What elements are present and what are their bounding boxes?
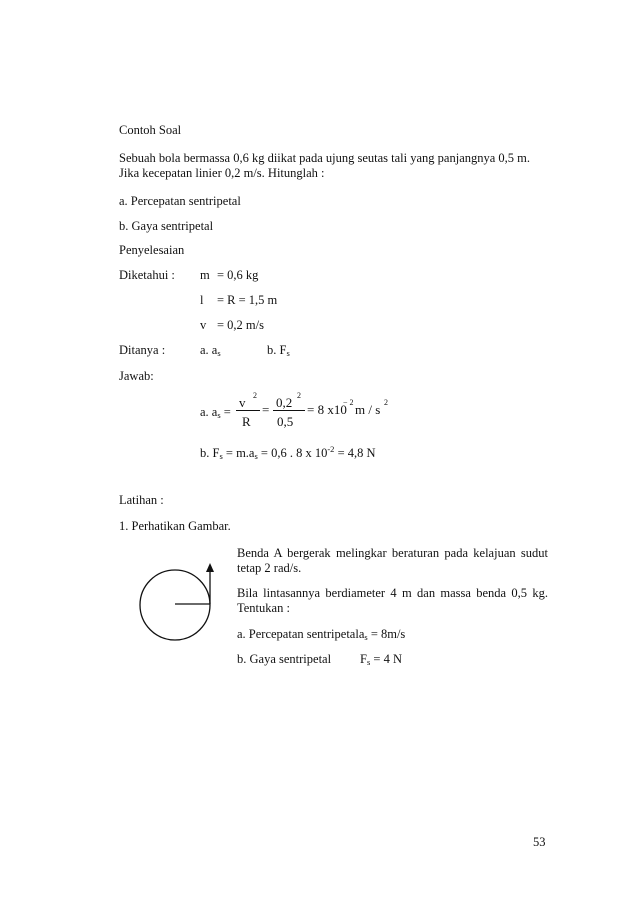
asked-a: a. $a_s$ — [200, 343, 221, 358]
question-a: a. Percepatan sentripetal — [119, 194, 241, 208]
known-v-symbol: v — [200, 318, 207, 332]
known-m-symbol: m — [200, 268, 210, 282]
solution-heading: Penyelesaian — [119, 243, 185, 257]
fraction2-numerator: 0,2 — [276, 395, 293, 410]
result-a-exponent: − 2 — [343, 398, 354, 407]
known-l-value: = R = 1,5 m — [217, 293, 278, 307]
exercise-answer-a: a. Percepatan sentripetala$_s$ = 8m/s — [237, 627, 406, 642]
exercise-answer-b-label: b. Gaya sentripetal — [237, 652, 332, 666]
equals-sign: = — [262, 402, 270, 417]
fraction1-exponent: 2 — [253, 391, 257, 400]
fraction2-exponent: 2 — [297, 391, 301, 400]
known-v-value: = 0,2 m/s — [217, 318, 264, 332]
page-number: 53 — [533, 835, 546, 849]
exercise-heading: Latihan : — [119, 493, 164, 507]
result-a: = 8 x10 — [307, 402, 347, 417]
problem-text-line1: Sebuah bola bermassa 0,6 kg diikat pada ujung seutas tali yang panjangnya 0,5 m. — [119, 151, 531, 165]
asked-label: Ditanya : — [119, 343, 166, 357]
exercise-description-1: Benda A bergerak melingkar beraturan pada kelajuan sudut tetap 2 rad/s. — [237, 546, 548, 575]
fraction1-numerator: v — [239, 395, 246, 410]
example-heading: Contoh Soal — [119, 123, 182, 137]
fraction2-bar — [273, 410, 305, 411]
exercise-answer-b-value: $F_s = 4$ N — [360, 652, 402, 667]
known-l-symbol: l — [200, 293, 204, 307]
equation-a-prefix: a. $a_s$ = — [200, 405, 231, 420]
equation-b: b. $F_s = m.a_s = 0,6$ . 8 x $10^{-2} = 4,8$ N — [200, 444, 376, 461]
exercise-item-1: 1. Perhatikan Gambar. — [119, 519, 231, 533]
fraction1-denominator: R — [242, 414, 251, 429]
question-b: b. Gaya sentripetal — [119, 219, 214, 233]
asked-b: b. $F_s$ — [267, 343, 290, 358]
result-a-unit: m / s — [355, 402, 381, 417]
circular-path — [140, 570, 210, 640]
known-label: Diketahui : — [119, 268, 175, 282]
problem-text-line2: Jika kecepatan linier 0,2 m/s. Hitunglah : — [119, 166, 325, 180]
fraction2-denominator: 0,5 — [277, 414, 294, 429]
known-m-value: = 0,6 kg — [217, 268, 259, 282]
circle-diagram — [130, 560, 230, 660]
exercise-description-2: Bila lintasannya berdiameter 4 m dan massa benda 0,5 kg. Tentukan : — [237, 586, 548, 615]
arrow-head-icon — [206, 563, 214, 572]
answer-label: Jawab: — [119, 369, 154, 383]
fraction1-bar — [236, 410, 260, 411]
result-a-unit-exponent: 2 — [384, 398, 388, 407]
